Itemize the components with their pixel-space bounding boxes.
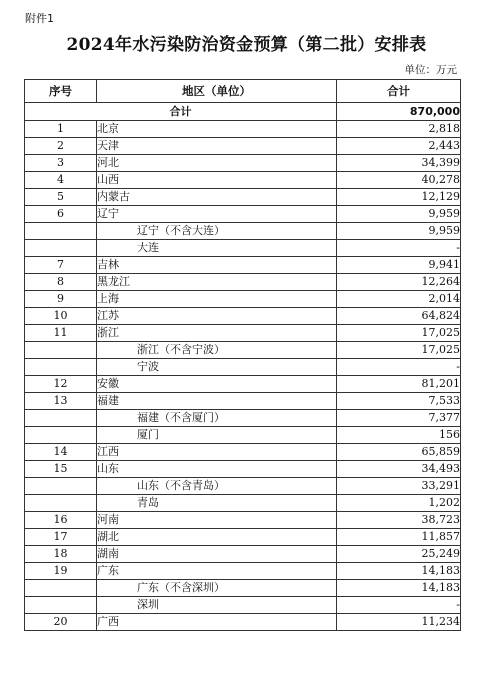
row-seq: 6 [25, 206, 97, 223]
row-value: - [337, 359, 461, 376]
row-subregion: 青岛 [97, 495, 337, 512]
row-seq: 19 [25, 563, 97, 580]
row-seq: 3 [25, 155, 97, 172]
row-seq: 18 [25, 546, 97, 563]
row-region: 广东 [97, 563, 337, 580]
row-seq [25, 410, 97, 427]
row-seq: 12 [25, 376, 97, 393]
table-row [25, 206, 461, 223]
row-subregion: 浙江（不含宁波） [97, 342, 337, 359]
header-seq: 序号 [25, 80, 97, 103]
row-seq: 4 [25, 172, 97, 189]
page-title: 2024年水污染防治资金预算（第二批）安排表 [66, 35, 427, 55]
row-value: 25,249 [337, 546, 461, 563]
row-value: 17,025 [337, 325, 461, 342]
row-seq: 13 [25, 393, 97, 410]
row-value: 14,183 [337, 580, 461, 597]
table-row [25, 461, 461, 478]
row-seq: 7 [25, 257, 97, 274]
row-value: 1,202 [337, 495, 461, 512]
row-value: 34,493 [337, 461, 461, 478]
unit-label: 单位：万元 [404, 64, 457, 76]
row-seq [25, 223, 97, 240]
header-row [25, 80, 461, 103]
row-region: 江西 [97, 444, 337, 461]
table-row [25, 376, 461, 393]
table-row [25, 274, 461, 291]
row-value: 81,201 [337, 376, 461, 393]
table-row [25, 529, 461, 546]
row-value: 14,183 [337, 563, 461, 580]
table-row [25, 495, 461, 512]
budget-table [24, 79, 461, 631]
row-seq: 14 [25, 444, 97, 461]
table-row [25, 563, 461, 580]
row-value: 7,533 [337, 393, 461, 410]
table-body [25, 103, 461, 631]
total-value: 870,000 [337, 103, 461, 121]
row-region: 福建 [97, 393, 337, 410]
row-seq: 9 [25, 291, 97, 308]
table-row [25, 580, 461, 597]
row-value: 12,129 [337, 189, 461, 206]
row-seq [25, 597, 97, 614]
row-seq [25, 427, 97, 444]
row-region: 山西 [97, 172, 337, 189]
row-seq: 16 [25, 512, 97, 529]
row-value: 65,859 [337, 444, 461, 461]
row-subregion: 福建（不含厦门） [97, 410, 337, 427]
table-row [25, 597, 461, 614]
row-subregion: 辽宁（不含大连） [97, 223, 337, 240]
row-value: 38,723 [337, 512, 461, 529]
row-value: 11,857 [337, 529, 461, 546]
total-row [25, 103, 461, 121]
row-region: 北京 [97, 121, 337, 138]
table-row [25, 614, 461, 631]
row-seq: 11 [25, 325, 97, 342]
row-region: 湖南 [97, 546, 337, 563]
table-row [25, 138, 461, 155]
header-region: 地区（单位） [97, 80, 337, 103]
total-label: 合计 [25, 103, 337, 121]
row-region: 内蒙古 [97, 189, 337, 206]
row-region: 广西 [97, 614, 337, 631]
row-region: 天津 [97, 138, 337, 155]
table-row [25, 359, 461, 376]
row-subregion: 广东（不含深圳） [97, 580, 337, 597]
row-region: 辽宁 [97, 206, 337, 223]
table-row [25, 342, 461, 359]
row-seq [25, 240, 97, 257]
table-row [25, 257, 461, 274]
attachment-label: 附件1 [25, 12, 54, 25]
row-value: - [337, 240, 461, 257]
row-seq [25, 342, 97, 359]
header-total: 合计 [337, 80, 461, 103]
table-row [25, 410, 461, 427]
table-row [25, 393, 461, 410]
row-value: 33,291 [337, 478, 461, 495]
row-region: 河南 [97, 512, 337, 529]
table-row [25, 478, 461, 495]
row-region: 浙江 [97, 325, 337, 342]
row-value: 64,824 [337, 308, 461, 325]
table-row [25, 155, 461, 172]
row-seq: 20 [25, 614, 97, 631]
row-value: 9,959 [337, 223, 461, 240]
table-row [25, 291, 461, 308]
row-seq [25, 359, 97, 376]
table-row [25, 172, 461, 189]
row-seq: 10 [25, 308, 97, 325]
row-value: 34,399 [337, 155, 461, 172]
table-row [25, 325, 461, 342]
row-seq: 1 [25, 121, 97, 138]
row-subregion: 深圳 [97, 597, 337, 614]
row-value: 156 [337, 427, 461, 444]
table-row [25, 240, 461, 257]
row-region: 河北 [97, 155, 337, 172]
table-row [25, 512, 461, 529]
row-value: 2,014 [337, 291, 461, 308]
row-seq: 2 [25, 138, 97, 155]
row-subregion: 厦门 [97, 427, 337, 444]
row-seq [25, 580, 97, 597]
table-row [25, 444, 461, 461]
table-row [25, 427, 461, 444]
row-value: 7,377 [337, 410, 461, 427]
row-subregion: 宁波 [97, 359, 337, 376]
row-value: 17,025 [337, 342, 461, 359]
row-value: 9,959 [337, 206, 461, 223]
row-region: 吉林 [97, 257, 337, 274]
row-value: 2,818 [337, 121, 461, 138]
row-region: 黑龙江 [97, 274, 337, 291]
row-seq: 5 [25, 189, 97, 206]
row-seq: 8 [25, 274, 97, 291]
row-subregion: 大连 [97, 240, 337, 257]
row-value: 12,264 [337, 274, 461, 291]
row-region: 上海 [97, 291, 337, 308]
row-value: 40,278 [337, 172, 461, 189]
row-seq [25, 478, 97, 495]
table-row [25, 121, 461, 138]
row-region: 山东 [97, 461, 337, 478]
row-value: 2,443 [337, 138, 461, 155]
table-row [25, 308, 461, 325]
row-seq [25, 495, 97, 512]
table-row [25, 546, 461, 563]
row-seq: 17 [25, 529, 97, 546]
table-row [25, 223, 461, 240]
row-region: 江苏 [97, 308, 337, 325]
row-seq: 15 [25, 461, 97, 478]
table-row [25, 189, 461, 206]
row-region: 湖北 [97, 529, 337, 546]
row-value: - [337, 597, 461, 614]
row-region: 安徽 [97, 376, 337, 393]
row-subregion: 山东（不含青岛） [97, 478, 337, 495]
row-value: 9,941 [337, 257, 461, 274]
row-value: 11,234 [337, 614, 461, 631]
